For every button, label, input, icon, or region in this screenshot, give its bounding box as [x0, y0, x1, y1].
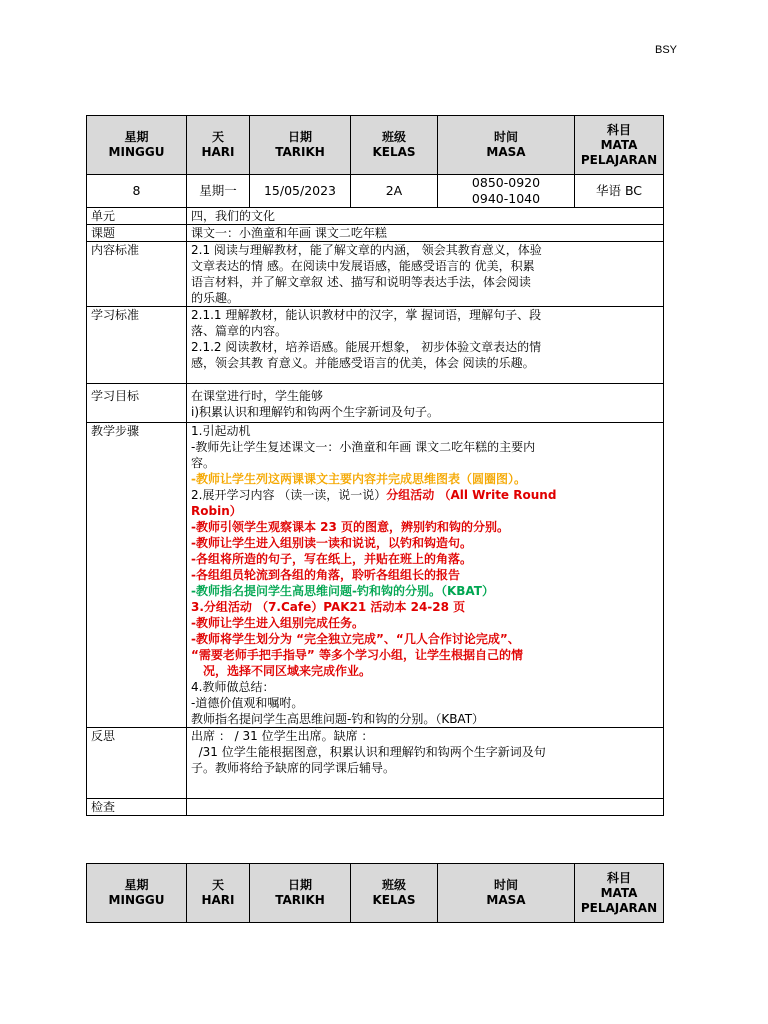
step-3-r7: “需要老师手把手指导” 等多个学习小组，让学生根据自己的情 — [191, 648, 523, 662]
header-mata-pelajaran-2: 科目 MATA PELAJARAN — [575, 864, 664, 923]
header-row-2 — [87, 864, 664, 923]
value-minggu: 8 — [87, 175, 187, 208]
lesson-plan-table — [86, 115, 664, 816]
learning-standard-row — [87, 307, 664, 384]
step-2-r4: -各组组员轮流到各组的角落，聆听各组组长的报告 — [191, 568, 460, 582]
step-3: 3.分组活动 （7.Cafe）PAK21 活动本 24-28 页 — [191, 600, 466, 614]
steps-label: 教学步骤 — [87, 423, 187, 728]
value-mata-pelajaran: 华语 BC — [575, 175, 664, 208]
header-masa: 时间 MASA — [438, 116, 575, 175]
content-standard-value: 2.1 阅读与理解教材，能了解文章的内涵， 领会其教育意义，体验 文章表达的情 感。在阅读中发展语感，能感受语言的 优美，积累 语言材料，并了解文章叙 述、描写和说明等表达手法，体会阅读 的乐趣。 — [187, 242, 664, 307]
step-2-r3: -各组将所造的句子，写在纸上，并贴在班上的角落。 — [191, 552, 472, 566]
header-masa-2: 时间 MASA — [438, 864, 575, 923]
objective-label: 学习目标 — [87, 384, 187, 423]
step-2-r1: -教师引领学生观察课本 23 页的图意，辨别钓和钩的分别。 — [191, 520, 510, 534]
header-tarikh-2: 日期 TARIKH — [250, 864, 351, 923]
values-row — [87, 175, 664, 208]
content-standard-label: 内容标准 — [87, 242, 187, 307]
header-mata-pelajaran: 科目 MATA PELAJARAN — [575, 116, 664, 175]
value-tarikh: 15/05/2023 — [250, 175, 351, 208]
step-1b: 容。 — [191, 456, 216, 470]
header-tarikh: 日期 TARIKH — [250, 116, 351, 175]
reflection-row — [87, 728, 664, 799]
step-1c: -教师让学生列这两课课文主要内容并完成思维图表（圆圈图）。 — [191, 472, 526, 486]
step-4b: 教师指名提问学生高思维问题-钓和钩的分别。（KBAT） — [191, 712, 485, 726]
step-4: 4.教师做总结： — [191, 680, 275, 694]
step-3-r5: -教师让学生进入组别完成任务。 — [191, 616, 364, 630]
lesson-plan-table-2 — [86, 863, 664, 923]
header-hari: 天 HARI — [187, 116, 250, 175]
reflection-value: 出席 ： / 31 位学生出席。缺席 ： /31 位学生能根据图意，积累认识和理解钓和钩两个生字新词及句 子。教师将给予缺席的同学课后辅导。 — [187, 728, 664, 799]
learning-standard-label: 学习标准 — [87, 307, 187, 384]
step-1a: -教师先让学生复述课文一：小渔童和年画 课文二吃年糕的主要内 — [191, 440, 536, 454]
unit-row — [87, 208, 664, 225]
step-2-cont: Robin） — [191, 504, 242, 518]
reflection-label: 反思 — [87, 728, 187, 799]
check-value — [187, 799, 664, 816]
value-hari: 星期一 — [187, 175, 250, 208]
header-kelas: 班级 KELAS — [351, 116, 438, 175]
learning-standard-value: 2.1.1 理解教材，能认识教材中的汉字，掌 握词语，理解句子、段 落、篇章的内容。 2.1.2 阅读教材，培养语感。能展开想象， 初步体验文章表达的情 感，领会其教 育意义。并能感受语言的优美，体会 阅读的乐趣。 — [187, 307, 664, 384]
step-1: 1.引起动机 — [191, 424, 251, 438]
header-hari-2: 天 HARI — [187, 864, 250, 923]
step-2-r2: -教师让学生进入组别读一读和说说，以钓和钩造句。 — [191, 536, 472, 550]
topic-label: 课题 — [87, 225, 187, 242]
topic-value: 课文一：小渔童和年画 课文二吃年糕 — [187, 225, 664, 242]
header-kelas-2: 班级 KELAS — [351, 864, 438, 923]
header-minggu: 星期 MINGGU — [87, 116, 187, 175]
header-minggu-2: 星期 MINGGU — [87, 864, 187, 923]
corner-code: BSY — [655, 44, 678, 56]
step-2: 2.展开学习内容 （读一读，说一说）分组活动 （All Write Round — [191, 488, 557, 502]
value-masa: 0850-0920 0940-1040 — [438, 175, 575, 208]
step-4a: -道德价值观和嘱咐。 — [191, 696, 304, 710]
unit-value: 四，我们的文化 — [187, 208, 664, 225]
topic-row — [87, 225, 664, 242]
objective-value: 在课堂进行时，学生能够 i)积累认识和理解钓和钩两个生字新词及句子。 — [187, 384, 664, 423]
header-row — [87, 116, 664, 175]
check-label: 检查 — [87, 799, 187, 816]
step-3-r6: -教师将学生划分为 “完全独立完成”、“几人合作讨论完成”、 — [191, 632, 520, 646]
check-row — [87, 799, 664, 816]
step-2-kbat: -教师指名提问学生高思维问题-钓和钩的分别。（KBAT） — [191, 584, 494, 598]
steps-value — [187, 423, 664, 728]
value-kelas: 2A — [351, 175, 438, 208]
steps-row — [87, 423, 664, 728]
objective-row — [87, 384, 664, 423]
step-3-r8: 况，选择不同区域来完成作业。 — [203, 664, 372, 678]
content-standard-row — [87, 242, 664, 307]
unit-label: 单元 — [87, 208, 187, 225]
